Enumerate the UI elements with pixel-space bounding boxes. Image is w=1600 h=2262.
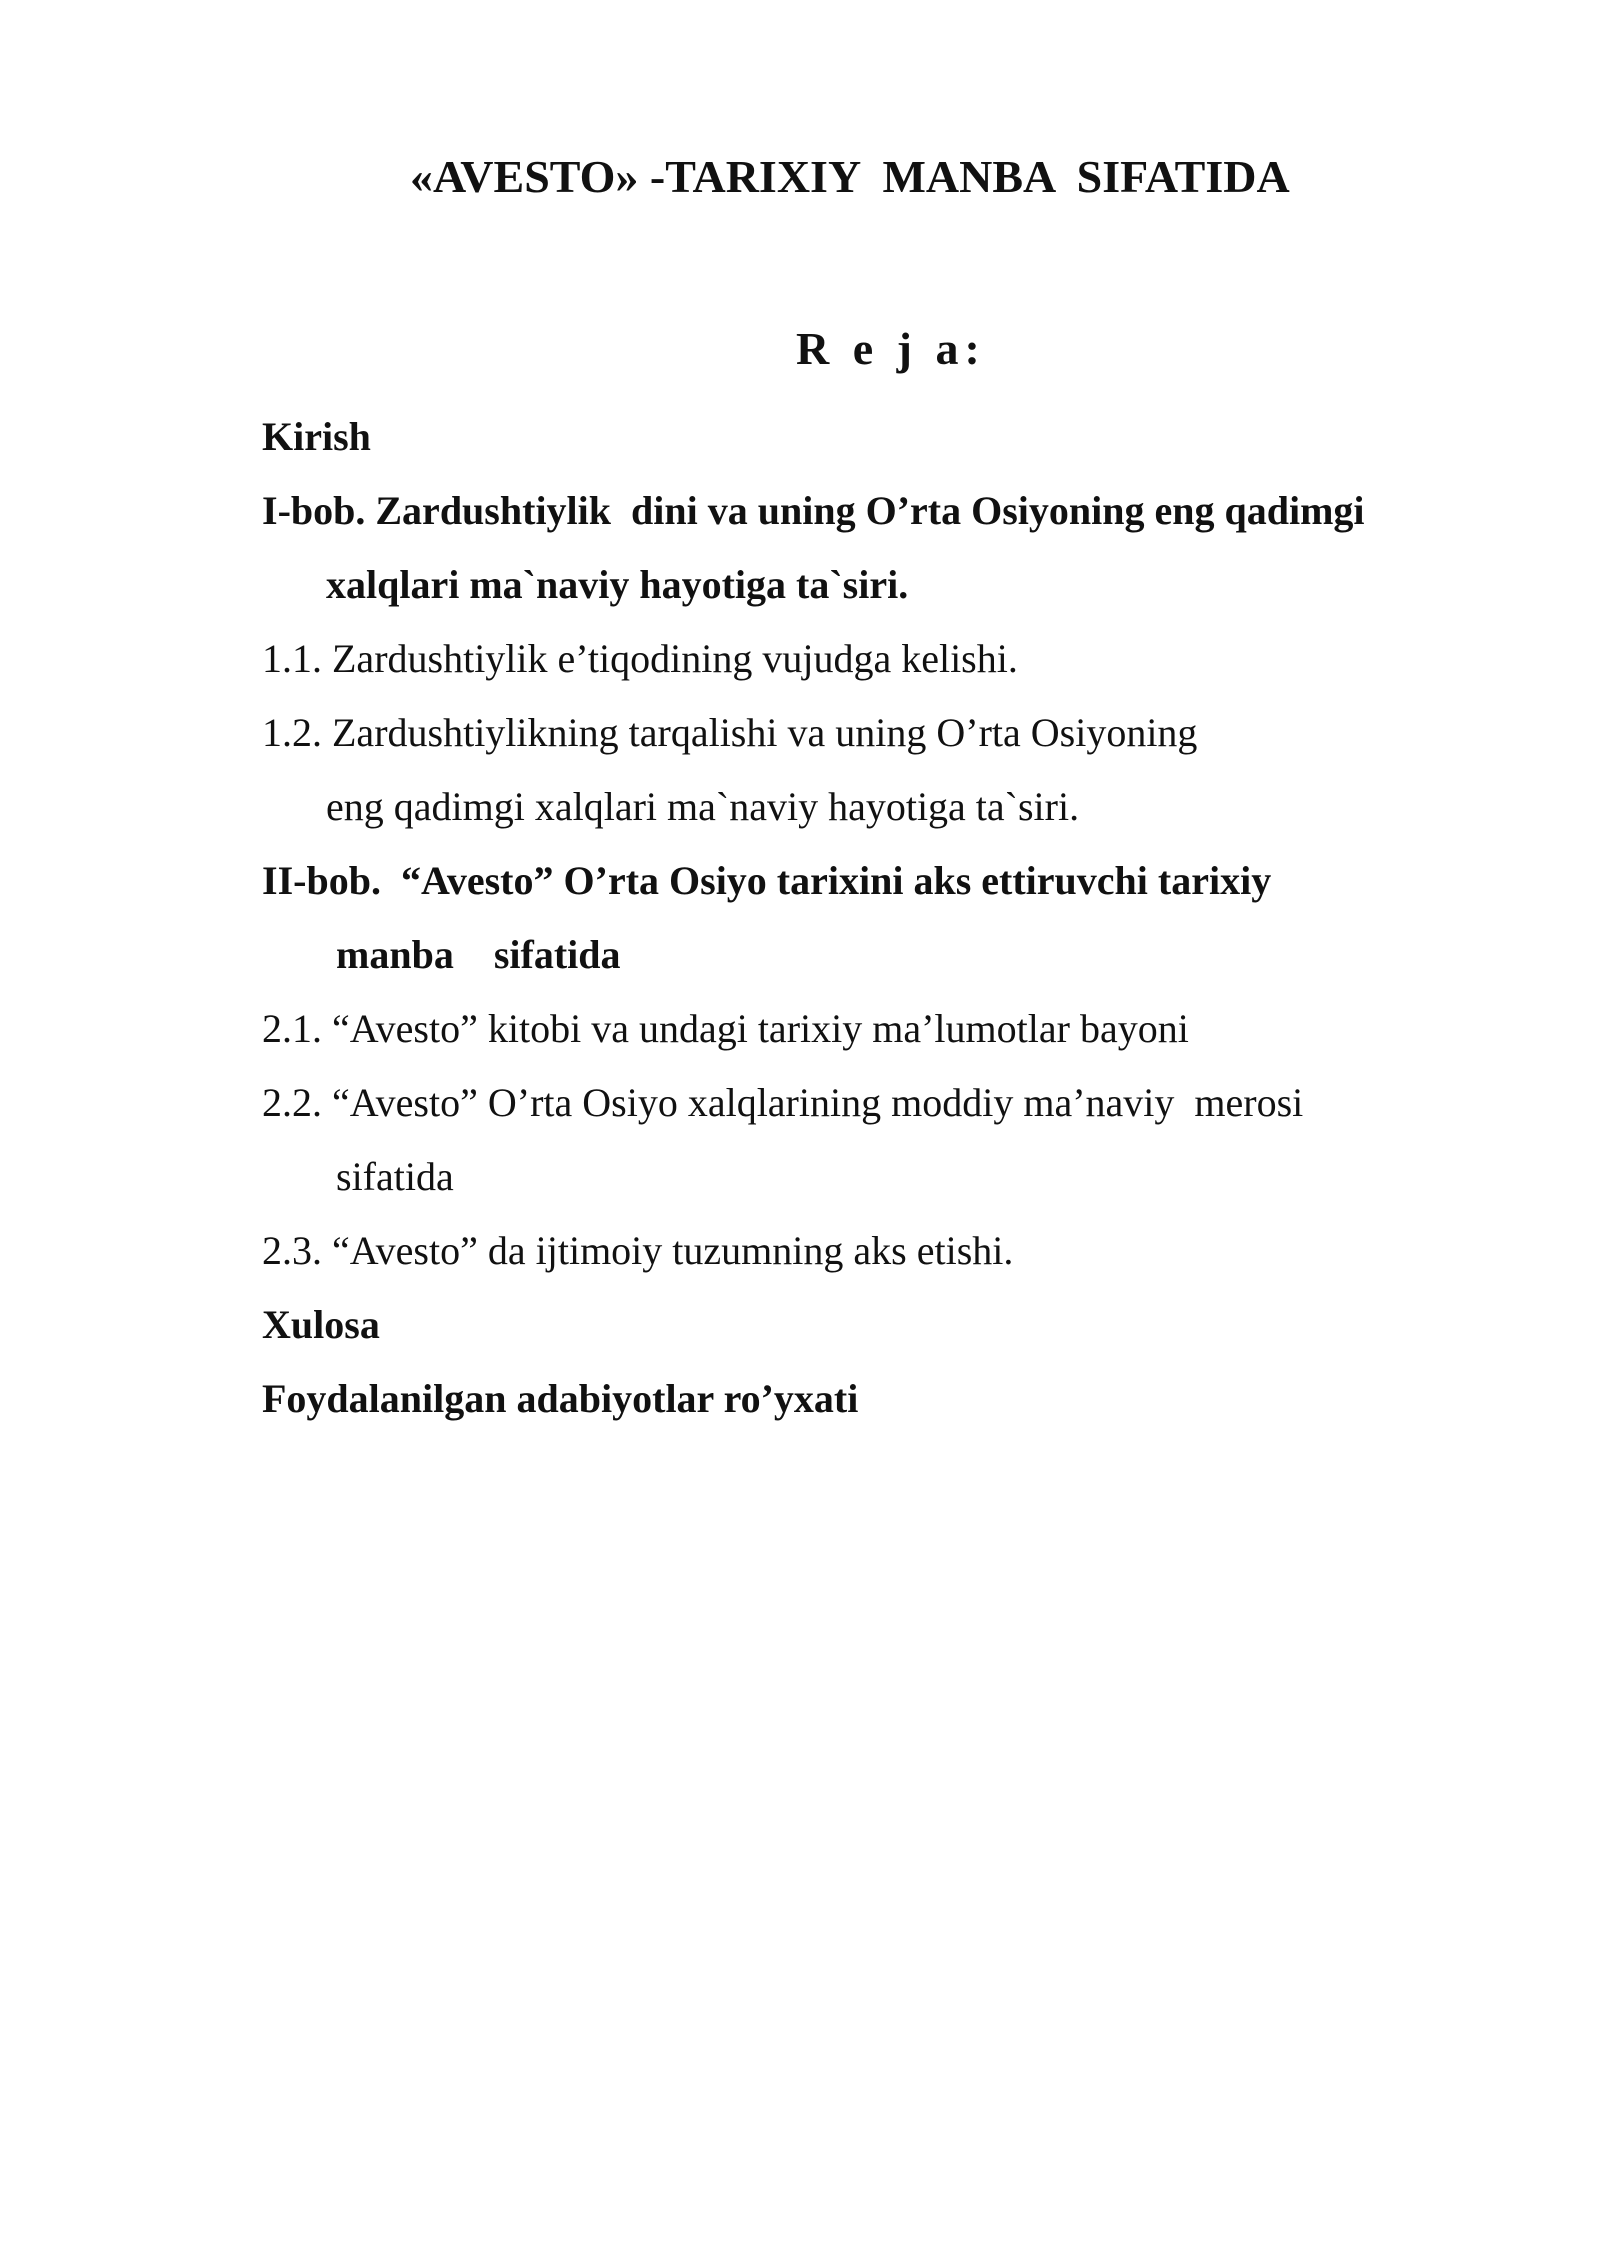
toc-chapter2-line2: manba sifatida [336,932,621,977]
toc-section-2-1: 2.1. “Avesto” kitobi va undagi tarixiy ma’lumotlar bayoni [262,1006,1189,1051]
toc-chapter2-line1: II-bob. “Avesto” O’rta Osiyo tarixini aks ettiruvchi tarixiy [262,858,1272,903]
toc-section-2-3: 2.3. “Avesto” da ijtimoiy tuzumning aks etishi. [262,1228,1014,1273]
toc-section-2-2-line1: 2.2. “Avesto” O’rta Osiyo xalqlarining moddiy ma’naviy merosi [262,1080,1304,1125]
document-title: «AVESTO» -TARIXIY MANBA SIFATIDA [410,151,1290,202]
toc-references: Foydalanilgan adabiyotlar ro’yxati [262,1376,859,1421]
toc-section-1-2-line1: 1.2. Zardushtiylikning tarqalishi va uning O’rta Osiyoning [262,710,1198,755]
toc-section-1-2-line2: eng qadimgi xalqlari ma`naviy hayotiga ta`siri. [326,784,1080,829]
toc-intro: Kirish [262,414,371,459]
plan-heading: R e j a: [796,323,986,374]
toc-section-1-1: 1.1. Zardushtiylik e’tiqodining vujudga kelishi. [262,636,1018,681]
toc-conclusion: Xulosa [262,1302,380,1347]
toc-chapter1-line2: xalqlari ma`naviy hayotiga ta`siri. [326,562,909,607]
toc-section-2-2-line2: sifatida [336,1154,454,1199]
toc-chapter1-line1: I-bob. Zardushtiylik dini va uning O’rta Osiyoning eng qadimgi [262,488,1365,533]
table-of-contents [262,400,1462,1436]
